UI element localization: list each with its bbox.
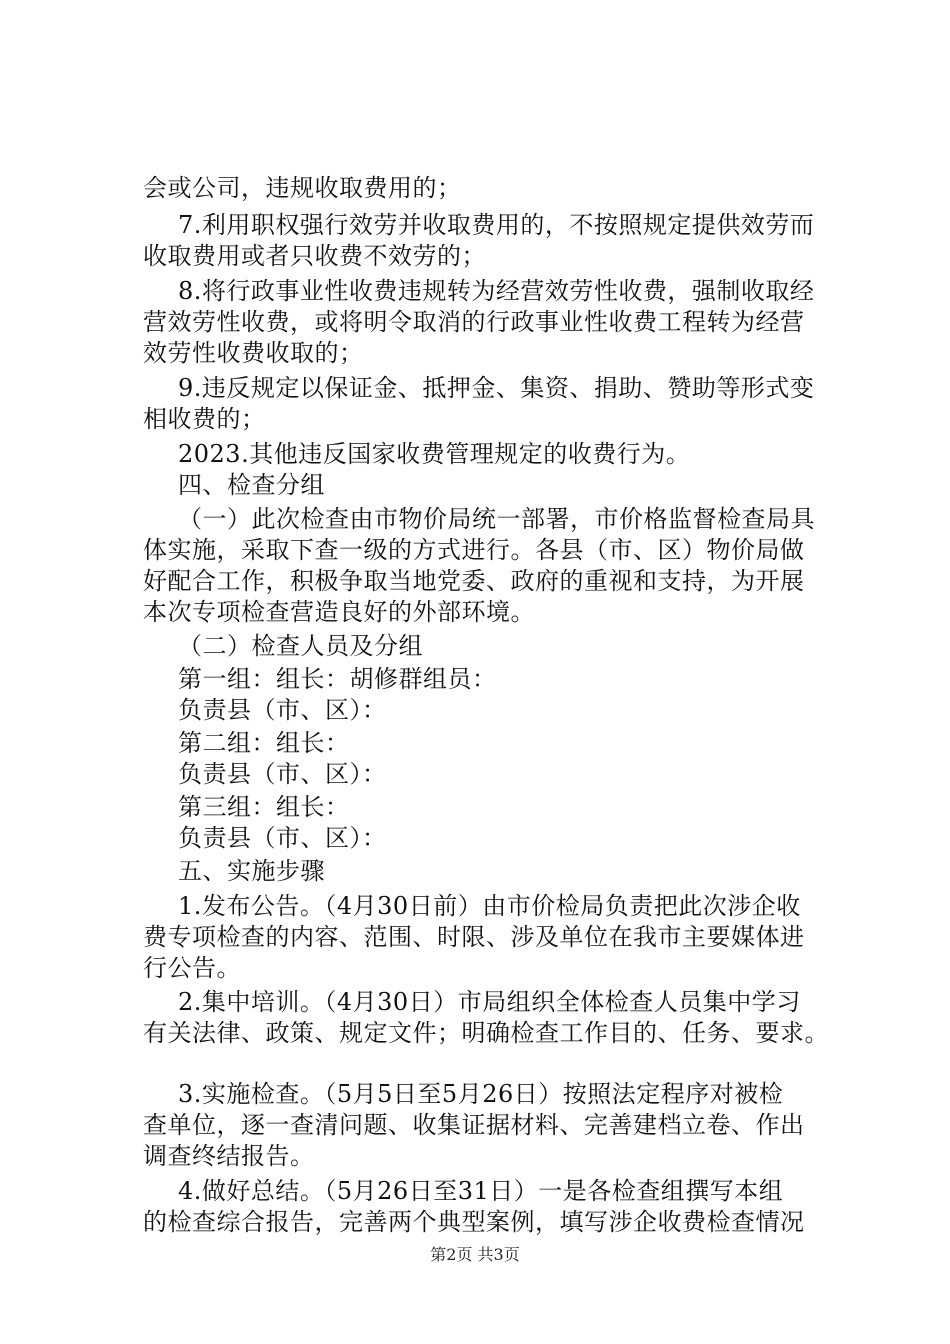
text-line: 2.集中培训。（4月30日）市局组织全体检查人员集中学习 (178, 988, 801, 1016)
text-line: 第二组：组长： (178, 729, 350, 757)
text-line: 第一组：组长：胡修群组员： (178, 665, 497, 693)
text-line: （二）检查人员及分组 (178, 632, 423, 660)
text-line: 营效劳性收费，或将明令取消的行政事业性收费工程转为经营 (143, 308, 805, 336)
text-line: 1.发布公告。（4月30日前）由市价检局负责把此次涉企收 (178, 892, 801, 920)
text-line: 有关法律、政策、规定文件；明确检查工作目的、任务、要求。 (143, 1019, 829, 1047)
text-line: 查单位，逐一查清问题、收集证据材料、完善建档立卷、作出 (143, 1111, 805, 1139)
text-line: 会或公司，违规收取费用的； (143, 174, 462, 202)
text-line: 效劳性收费收取的； (143, 339, 364, 367)
text-line: 负责县（市、区）： (178, 760, 387, 788)
text-line: 4.做好总结。（5月26日至31日）一是各检查组撰写本组 (178, 1177, 784, 1205)
text-line: 8.将行政事业性收费违规转为经营效劳性收费，强制收取经 (178, 277, 815, 305)
section-heading: 四、检查分组 (178, 471, 325, 499)
text-line: 负责县（市、区）： (178, 824, 387, 852)
text-line: 3.实施检查。（5月5日至5月26日）按照法定程序对被检 (178, 1080, 784, 1108)
page-number: 第2页 共3页 (430, 1245, 520, 1264)
text-line: 好配合工作，积极争取当地党委、政府的重视和支持，为开展 (143, 567, 805, 595)
text-line: 相收费的； (143, 405, 266, 433)
text-line: 2023.其他违反国家收费管理规定的收费行为。 (178, 440, 691, 468)
text-line: 的检查综合报告，完善两个典型案例，填写涉企收费检查情况 (143, 1208, 805, 1236)
text-line: 7.利用职权强行效劳并收取费用的，不按照规定提供效劳而 (178, 211, 815, 239)
text-line: 本次专项检查营造良好的外部环境。 (143, 598, 535, 626)
text-line: 费专项检查的内容、范围、时限、涉及单位在我市主要媒体进 (143, 923, 805, 951)
text-line: 9.违反规定以保证金、抵押金、集资、捐助、赞助等形式变 (178, 374, 815, 402)
text-line: 体实施，采取下查一级的方式进行。各县（市、区）物价局做 (143, 536, 805, 564)
text-line: 行公告。 (143, 954, 241, 982)
section-heading: 五、实施步骤 (178, 857, 325, 885)
text-line: 调查终结报告。 (143, 1142, 315, 1170)
text-line: 负责县（市、区）： (178, 696, 387, 724)
text-line: （一）此次检查由市物价局统一部署，市价格监督检查局具 (178, 505, 815, 533)
text-line: 第三组：组长： (178, 793, 350, 821)
text-line: 收取费用或者只收费不效劳的； (143, 242, 486, 270)
